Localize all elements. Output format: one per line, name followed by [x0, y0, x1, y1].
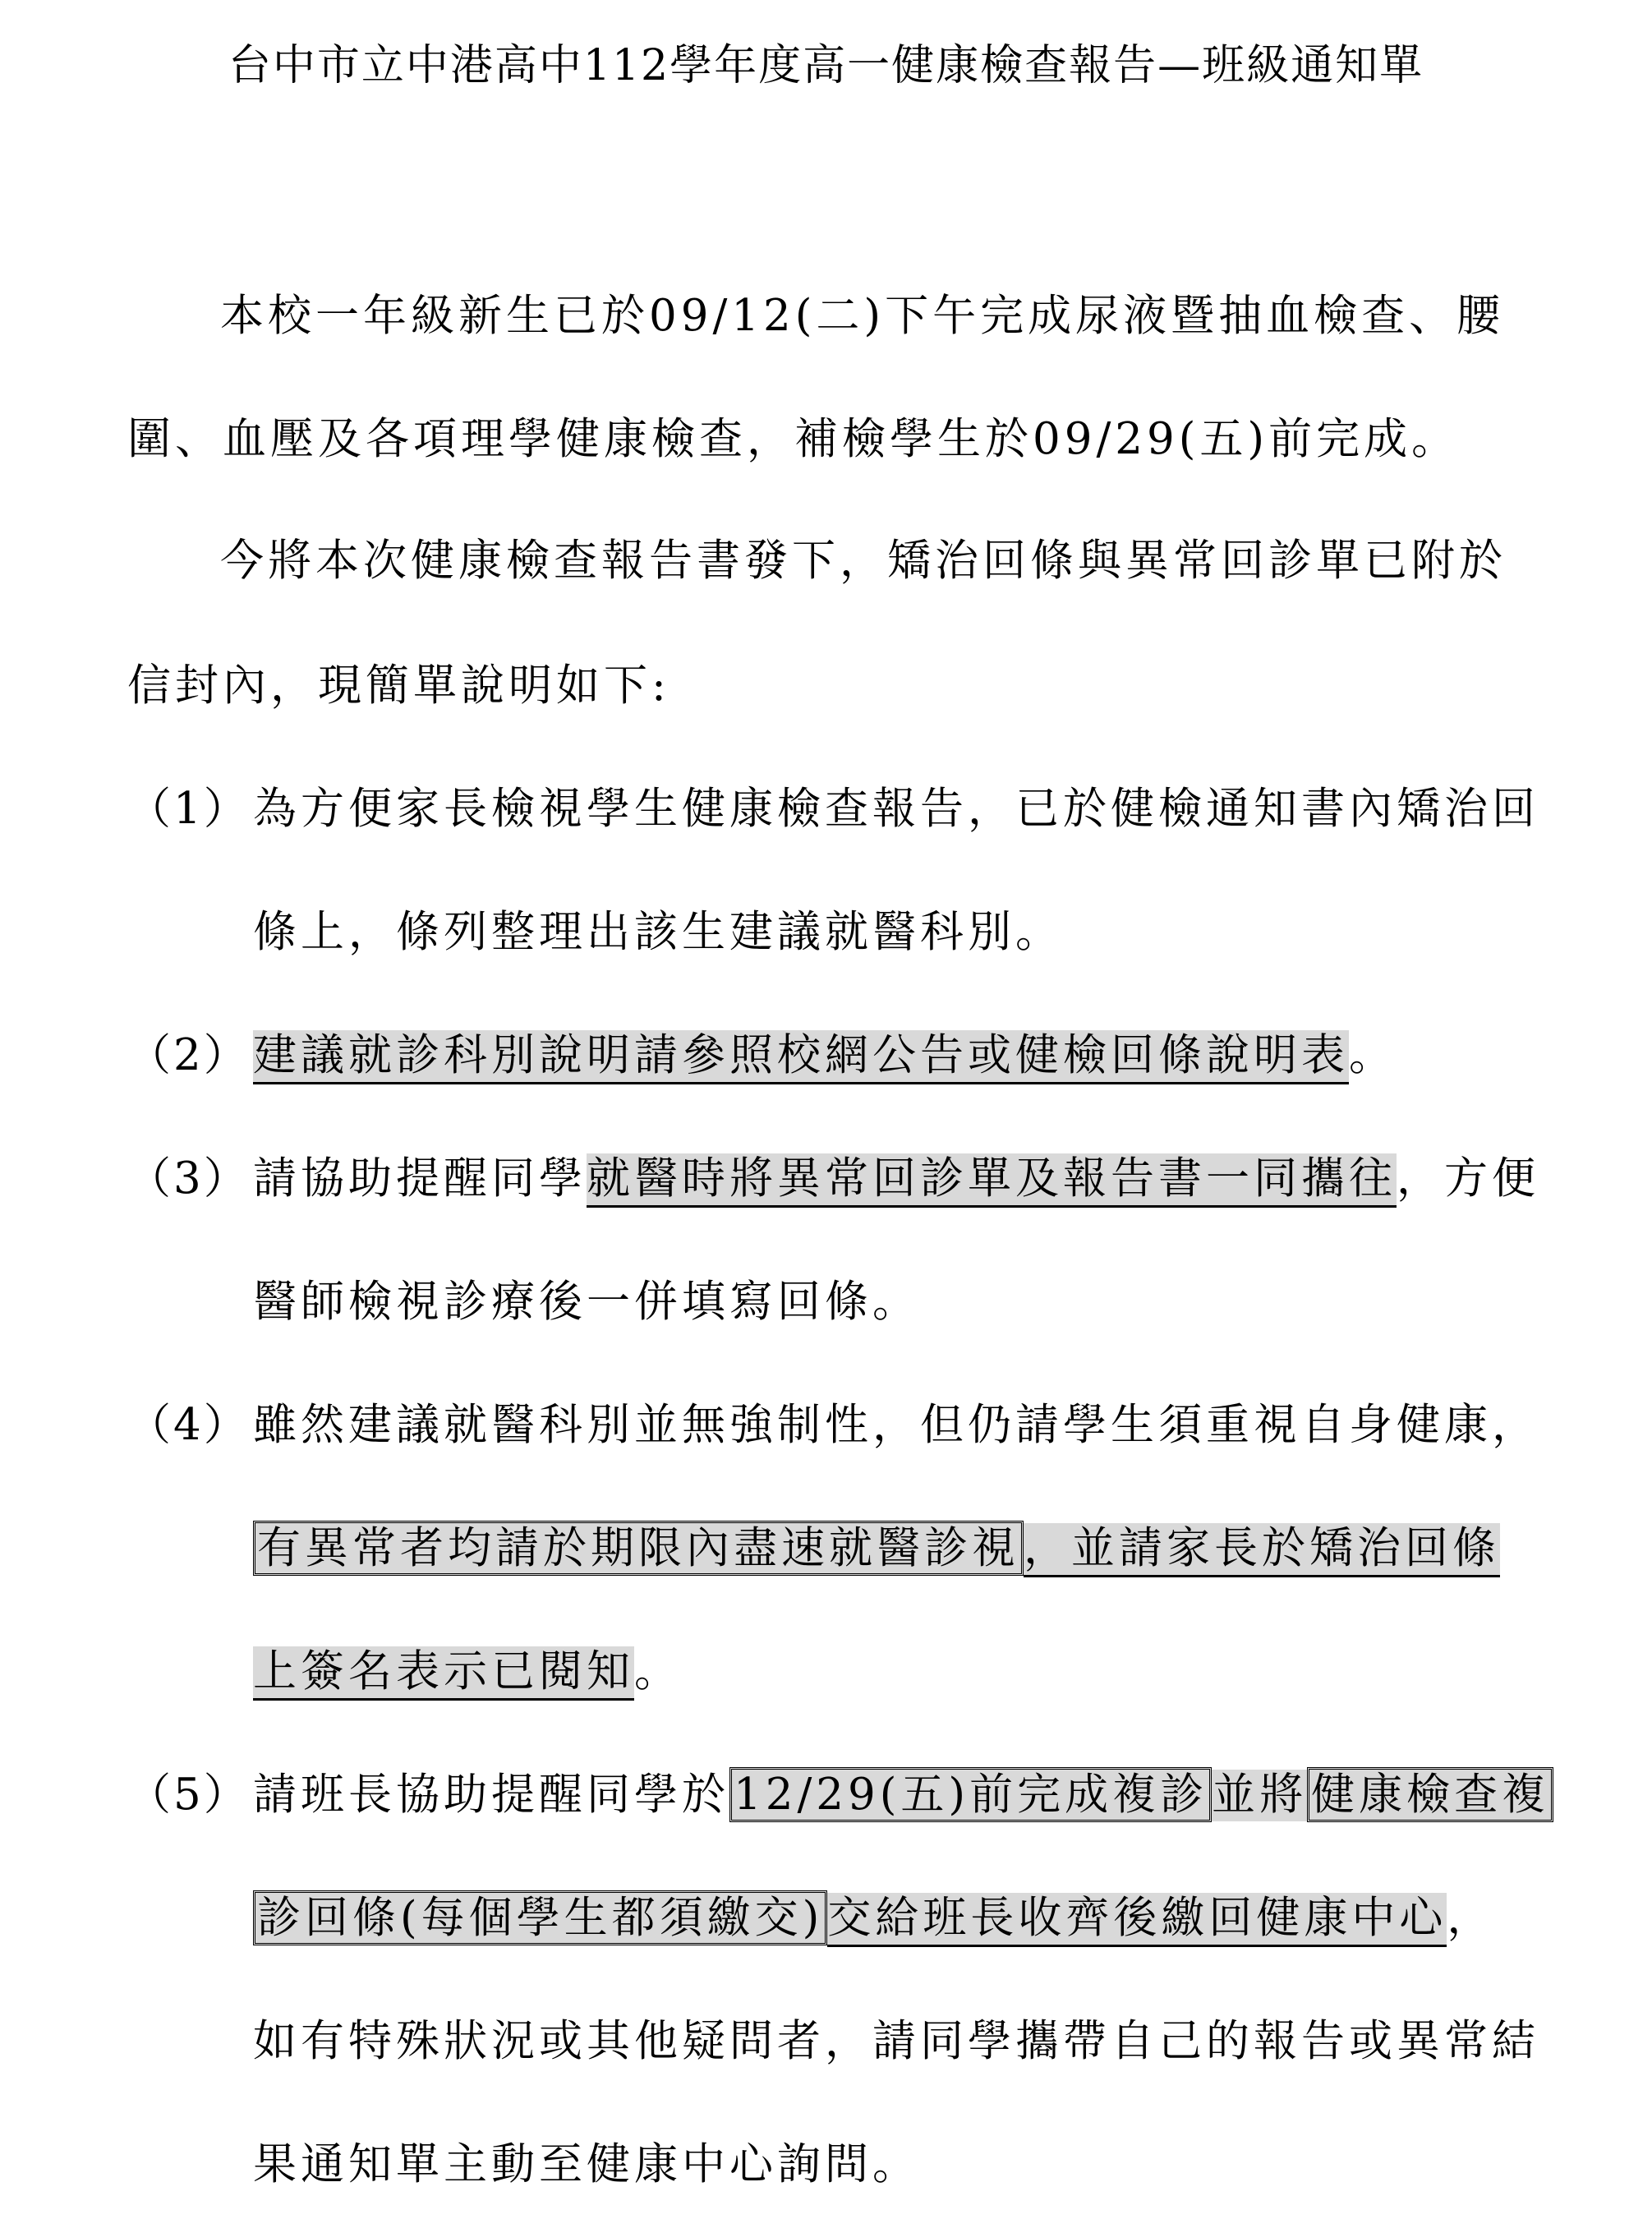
item-5-mid: 並將: [1212, 1770, 1308, 1820]
intro-p1-line1: 本校一年級新生已於09/12(二)下午完成尿液暨抽血檢查、腰: [220, 291, 1505, 341]
item-5-number: （5）: [127, 1770, 250, 1820]
item-4-number: （4）: [127, 1400, 250, 1450]
item-5-slip-box-a: 健康檢查複: [1307, 1767, 1553, 1822]
intro-p2-line1: 今將本次健康檢查報告書發下，矯治回條與異常回診單已附於: [220, 536, 1507, 586]
item-4-boxed: 有異常者均請於期限內盡速就醫診視: [253, 1521, 1024, 1576]
item-4-tail: 。: [634, 1646, 682, 1696]
item-5-highlight: 交給班長收齊後繳回健康中心: [827, 1893, 1447, 1947]
item-5-line2: [253, 1885, 1494, 1951]
intro-p1-line2: 圍、血壓及各項理學健康檢查，補檢學生於09/29(五)前完成。: [127, 414, 1460, 464]
item-4-line1: 雖然建議就醫科別並無強制性，但仍請學生須重視自身健康，: [253, 1400, 1539, 1450]
item-2-highlight: 建議就診科別說明請參照校網公告或健檢回條說明表: [253, 1030, 1349, 1084]
item-3-highlight: 就醫時將異常回診單及報告書一同攜往: [587, 1153, 1397, 1208]
item-5-line1: [253, 1762, 1553, 1828]
item-2-line: [253, 1023, 1397, 1089]
item-3-line1: [253, 1146, 1539, 1212]
document-title: 台中市立中港高中112學年度高一健康檢查報告—班級通知單: [228, 41, 1424, 90]
item-5-pre: 請班長協助提醒同學於: [253, 1770, 729, 1820]
item-2-tail: 。: [1349, 1030, 1397, 1080]
item-4-highlight-2: 上簽名表示已閱知: [253, 1646, 634, 1701]
item-5-line4: 果通知單主動至健康中心詢問。: [253, 2139, 920, 2189]
item-5-deadline-box: 12/29(五)前完成複診: [729, 1767, 1212, 1822]
item-3-pre: 請協助提醒同學: [253, 1153, 587, 1204]
item-4-line3: [253, 1639, 682, 1705]
item-5-post: ，: [1447, 1893, 1495, 1943]
item-1-line1: 為方便家長檢視學生健康檢查報告，已於健檢通知書內矯治回: [253, 784, 1539, 834]
intro-p2-line2: 信封內，現簡單說明如下:: [127, 661, 670, 711]
item-4-line2: [253, 1516, 1500, 1581]
item-1-line2: 條上，條列整理出該生建議就醫科別。: [253, 907, 1063, 957]
item-3-post: ，方便: [1397, 1153, 1539, 1204]
item-3-line2: 醫師檢視診療後一併填寫回條。: [253, 1277, 920, 1327]
item-5-slip-box-b: 診回條(每個學生都須繳交): [253, 1890, 827, 1945]
item-2-number: （2）: [127, 1030, 250, 1080]
item-3-number: （3）: [127, 1153, 250, 1204]
item-1-number: （1）: [127, 784, 250, 834]
item-5-line3: 如有特殊狀況或其他疑問者，請同學攜帶自己的報告或異常結: [253, 2016, 1539, 2066]
item-4-highlight: ，並請家長於矯治回條: [1024, 1523, 1500, 1577]
